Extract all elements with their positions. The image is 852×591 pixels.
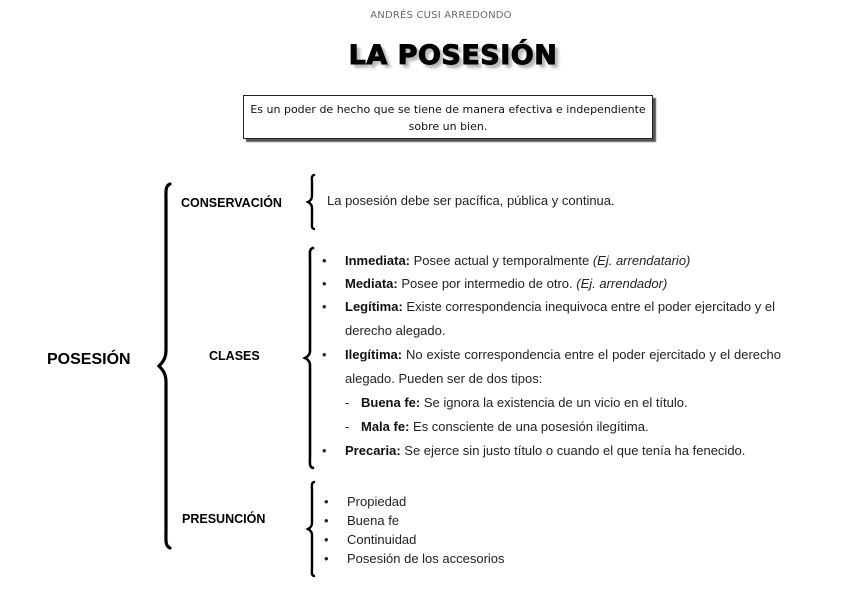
- list-item-ilegitima: • Ilegítima: No existe correspondencia entre el poder ejercitado y el derecho alegado. Pueden ser de dos tipos: - Buena fe: Se ignora la existencia de un vicio en el título. - Mala fe: Es consciente de una posesión ilegítima.: [345, 343, 781, 439]
- dash-icon: -: [345, 419, 350, 434]
- list-item-continuidad: • Continuidad: [324, 532, 417, 547]
- bullet-icon: •: [322, 253, 327, 268]
- list-item-buena-fe: • Buena fe: [324, 513, 400, 528]
- list-item-propiedad: • Propiedad: [324, 494, 407, 509]
- author-name: ANDRÉS CUSI ARREDONDO: [370, 10, 512, 21]
- sub-item-buena-fe: - Buena fe: Se ignora la existencia de un vicio en el título.: [345, 391, 781, 415]
- presuncion-list: [324, 494, 505, 570]
- bullet-icon: •: [322, 443, 327, 458]
- bullet-icon: •: [322, 276, 327, 291]
- list-item-legitima: • Legítima: Existe correspondencia inequivoca entre el poder ejercitado y el derecho alegado.: [345, 295, 781, 345]
- clases-list: [322, 253, 781, 463]
- main-brace-icon: [157, 182, 173, 550]
- root-label: POSESIÓN: [47, 351, 131, 368]
- conservacion-text: La posesión debe ser pacífica, pública y continua.: [327, 193, 615, 208]
- conservacion-brace-icon: [306, 174, 316, 230]
- list-item-mediata: • Mediata: Posee por intermedio de otro. (Ej. arrendador): [322, 276, 668, 291]
- clases-brace-icon: [303, 247, 315, 469]
- branch-label-conservacion: CONSERVACIÓN: [181, 196, 282, 210]
- presuncion-brace-icon: [306, 481, 316, 577]
- bullet-icon: •: [324, 532, 329, 547]
- branch-label-presuncion: PRESUNCIÓN: [182, 512, 266, 526]
- bullet-icon: •: [322, 299, 327, 314]
- sub-item-mala-fe: - Mala fe: Es consciente de una posesión ilegítima.: [345, 415, 781, 439]
- list-item-accesorios: • Posesión de los accesorios: [324, 551, 505, 566]
- branch-label-clases: CLASES: [209, 349, 260, 363]
- list-item-inmediata: • Inmediata: Posee actual y temporalmente (Ej. arrendatario): [322, 253, 691, 268]
- list-item-precaria: • Precaria: Se ejerce sin justo título o cuando el que tenía ha fenecido.: [345, 439, 781, 463]
- page-title: LA POSESIÓN: [348, 40, 558, 71]
- dash-icon: -: [345, 395, 350, 410]
- definition-box: Es un poder de hecho que se tiene de manera efectiva e independiente sobre un bien.: [243, 95, 653, 139]
- bullet-icon: •: [324, 494, 329, 509]
- bullet-icon: •: [324, 551, 329, 566]
- bullet-icon: •: [324, 513, 329, 528]
- bullet-icon: •: [322, 347, 327, 362]
